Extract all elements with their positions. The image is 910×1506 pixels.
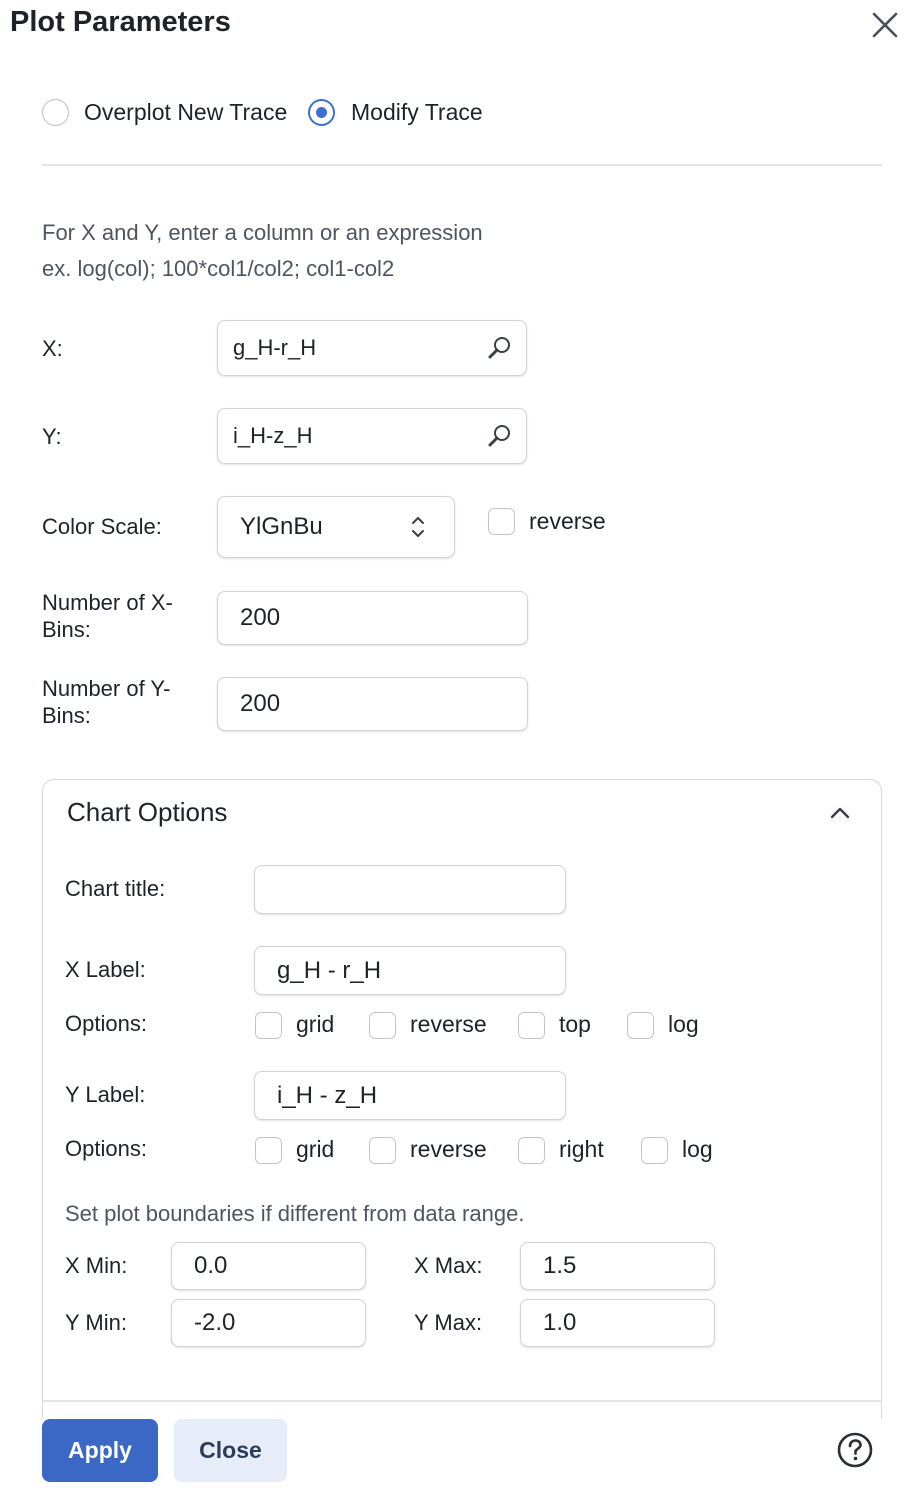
x-options-label: Options: — [65, 1011, 147, 1036]
color-scale-label: Color Scale: — [42, 514, 162, 539]
x-bins-label — [42, 590, 173, 644]
y-max-label: Y Max: — [414, 1310, 483, 1335]
y-axis-label-value: i_H - z_H — [277, 1081, 378, 1109]
overplot-label: Overplot New Trace — [84, 99, 288, 125]
y-axis-label-input[interactable] — [254, 1071, 566, 1120]
x-axis-label-label: X Label: — [65, 957, 146, 982]
y-max-input[interactable] — [520, 1299, 715, 1347]
x-bins-label-line2: Bins: — [42, 616, 91, 642]
y-grid-checkbox[interactable] — [255, 1137, 282, 1164]
x-bins-input[interactable] — [217, 591, 528, 645]
y-right-checkbox[interactable] — [518, 1137, 545, 1164]
x-max-value: 1.5 — [543, 1252, 577, 1279]
x-input[interactable] — [217, 320, 527, 376]
x-axis-label-value: g_H - r_H — [277, 956, 382, 984]
apply-button[interactable]: Apply — [42, 1419, 158, 1482]
x-grid-checkbox[interactable] — [255, 1012, 282, 1039]
x-bins-value: 200 — [240, 604, 281, 631]
search-icon[interactable] — [486, 334, 514, 362]
x-min-label: X Min: — [65, 1253, 128, 1278]
y-min-label: Y Min: — [65, 1310, 127, 1335]
x-log-label: log — [668, 1011, 699, 1037]
close-icon[interactable] — [868, 8, 902, 42]
color-scale-value: YlGnBu — [240, 513, 323, 540]
x-max-label: X Max: — [414, 1253, 483, 1278]
x-top-label: top — [559, 1011, 591, 1037]
x-label: X: — [42, 336, 63, 361]
y-input-value: i_H-z_H — [233, 423, 313, 448]
color-scale-select[interactable] — [217, 496, 455, 558]
x-max-input[interactable] — [520, 1242, 715, 1290]
y-bins-input[interactable] — [217, 677, 528, 731]
y-input[interactable] — [217, 408, 527, 464]
chevron-up-icon[interactable] — [826, 800, 854, 828]
y-min-value: -2.0 — [194, 1309, 236, 1336]
x-top-checkbox[interactable] — [518, 1012, 545, 1039]
color-reverse-checkbox[interactable] — [488, 508, 515, 535]
x-input-value: g_H-r_H — [233, 335, 317, 360]
x-axis-label-input[interactable] — [254, 946, 566, 995]
close-button[interactable]: Close — [174, 1419, 287, 1482]
modify-trace-radio[interactable] — [308, 99, 335, 126]
y-options-label: Options: — [65, 1136, 147, 1161]
y-log-checkbox[interactable] — [641, 1137, 668, 1164]
y-reverse-label: reverse — [410, 1136, 487, 1162]
expression-hint: For X and Y, enter a column or an expression — [42, 220, 483, 245]
modify-trace-label: Modify Trace — [351, 99, 483, 125]
top-divider — [42, 164, 882, 166]
expression-example: ex. log(col); 100*col1/col2; col1-col2 — [42, 256, 395, 281]
x-bins-label-line1: Number of X- — [42, 590, 173, 615]
x-min-value: 0.0 — [194, 1252, 228, 1279]
overplot-radio[interactable] — [42, 99, 69, 126]
y-right-label: right — [559, 1136, 604, 1162]
y-label: Y: — [42, 424, 62, 449]
chart-title-input[interactable] — [254, 865, 566, 914]
color-reverse-label: reverse — [529, 508, 606, 534]
y-min-input[interactable] — [171, 1299, 366, 1347]
y-log-label: log — [682, 1136, 713, 1162]
chevron-up-down-icon — [404, 513, 432, 541]
x-grid-label: grid — [296, 1011, 335, 1037]
dialog-title: Plot Parameters — [10, 6, 231, 38]
chart-title-label: Chart title: — [65, 876, 166, 901]
bounds-hint: Set plot boundaries if different from data range. — [65, 1201, 525, 1226]
y-bins-value: 200 — [240, 690, 281, 717]
x-reverse-checkbox[interactable] — [369, 1012, 396, 1039]
y-max-value: 1.0 — [543, 1309, 577, 1336]
search-icon[interactable] — [486, 422, 514, 450]
y-bins-label-line2: Bins: — [42, 702, 91, 728]
y-bins-label-line1: Number of Y- — [42, 676, 171, 701]
y-axis-label-label: Y Label: — [65, 1082, 146, 1107]
y-bins-label — [42, 676, 170, 730]
footer-divider — [42, 1400, 882, 1402]
chart-options-heading[interactable]: Chart Options — [67, 797, 228, 827]
x-min-input[interactable] — [171, 1242, 366, 1290]
x-log-checkbox[interactable] — [627, 1012, 654, 1039]
help-icon[interactable] — [836, 1431, 874, 1469]
y-reverse-checkbox[interactable] — [369, 1137, 396, 1164]
y-grid-label: grid — [296, 1136, 335, 1162]
x-reverse-label: reverse — [410, 1011, 487, 1037]
